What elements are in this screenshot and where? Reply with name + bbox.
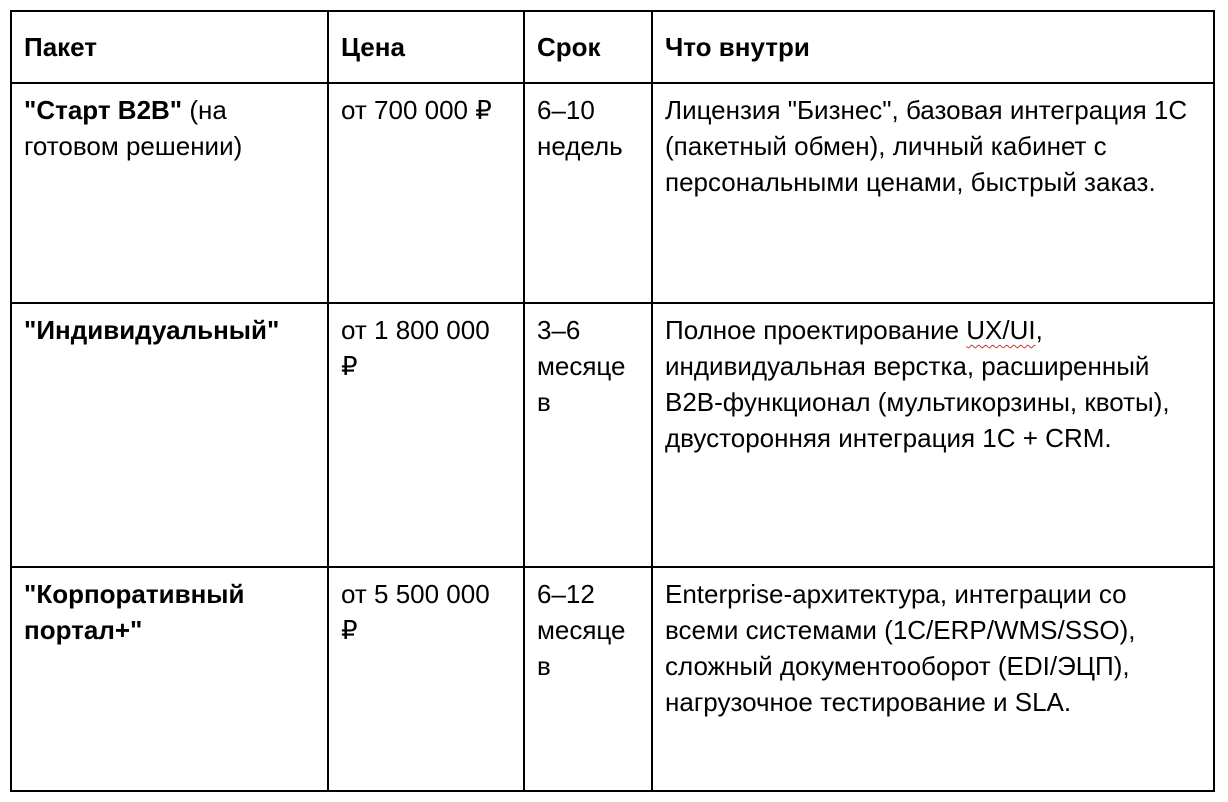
table-row <box>11 83 1214 303</box>
package-cell <box>11 303 328 567</box>
price-cell: от 5 500 000 ₽ <box>328 567 524 791</box>
header-price: Цена <box>328 11 524 83</box>
header-content: Что внутри <box>652 11 1214 83</box>
term-cell: 6–10 недель <box>524 83 652 303</box>
header-package: Пакет <box>11 11 328 83</box>
package-cell <box>11 83 328 303</box>
package-name: "Индивидуальный" <box>24 315 280 345</box>
price-cell: от 1 800 000 ₽ <box>328 303 524 567</box>
header-term: Срок <box>524 11 652 83</box>
package-cell <box>11 567 328 791</box>
table-row <box>11 303 1214 567</box>
content-text: Полное проектирование <box>665 315 967 345</box>
spellcheck-word[interactable]: UX/UI <box>966 315 1036 345</box>
content-cell <box>652 567 1214 791</box>
table-row <box>11 567 1214 791</box>
content-cell <box>652 83 1214 303</box>
table-header <box>11 11 1214 83</box>
package-note: (на готовом решении) <box>24 95 243 161</box>
package-name: "Корпоративный портал+" <box>24 579 245 645</box>
header-row <box>11 11 1214 83</box>
table-body <box>11 83 1214 791</box>
content-text: Enterprise-архитектура, интеграции со всеми системами (1С/ERP/WMS/SSO), сложный документооборот (EDI/ЭЦП), нагрузочное тестирование и SLA. <box>665 579 1136 717</box>
content-text: Лицензия "Бизнес", базовая интеграция 1С (пакетный обмен), личный кабинет с персональными ценами, быстрый заказ. <box>665 95 1188 197</box>
pricing-table <box>10 10 1215 792</box>
term-cell: 6–12 месяцев <box>524 567 652 791</box>
package-name: "Старт B2B" <box>24 95 183 125</box>
content-text-after: , индивидуальная верстка, расширенный B2B-функционал (мультикорзины, квоты), двусторонняя интеграция 1С + CRM. <box>665 315 1170 453</box>
term-cell: 3–6 месяцев <box>524 303 652 567</box>
content-cell <box>652 303 1214 567</box>
price-cell: от 700 000 ₽ <box>328 83 524 303</box>
